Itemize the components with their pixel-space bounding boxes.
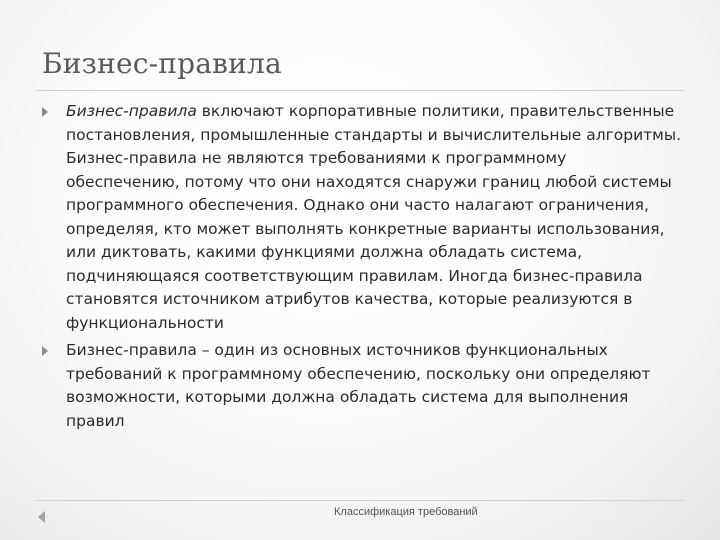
slide-title: Бизнес-правила [42, 47, 282, 80]
footer-text: Классификация требований [334, 506, 478, 518]
triangle-left-icon[interactable] [38, 511, 45, 523]
bullet-text [66, 339, 682, 433]
bullet-arrow-icon [42, 107, 48, 117]
bullet-item [42, 100, 682, 335]
bullet-body: Бизнес-правила – один из основных источников функциональных требований к программному обеспечению, поскольку они определяют возможности, которыми должна обладать система для выполнения правил [66, 341, 651, 430]
bullet-list [42, 100, 682, 437]
title-divider [36, 90, 684, 91]
bullet-item [42, 339, 682, 433]
bullet-arrow-icon [42, 346, 48, 356]
bullet-emphasis: Бизнес-правила [66, 102, 197, 120]
footer-divider [36, 500, 684, 501]
bullet-text [66, 100, 682, 335]
bullet-body: включают корпоративные политики, правительственные постановления, промышленные стандарты и вычислительные алгоритмы. Бизнес-правила не являются требованиями к программному обеспечению, потому что они находятся снаружи границ любой системы программного обеспечения. Однако они часто налагают ограничения, определяя, кто может выполнять конкретные варианты использования, или диктовать, какими функциями должна обладать система, подчиняющаяся соответствующим правилам. Иногда бизнес-правила становятся источником атрибутов качества, которые реализуются в функциональности [66, 102, 682, 332]
